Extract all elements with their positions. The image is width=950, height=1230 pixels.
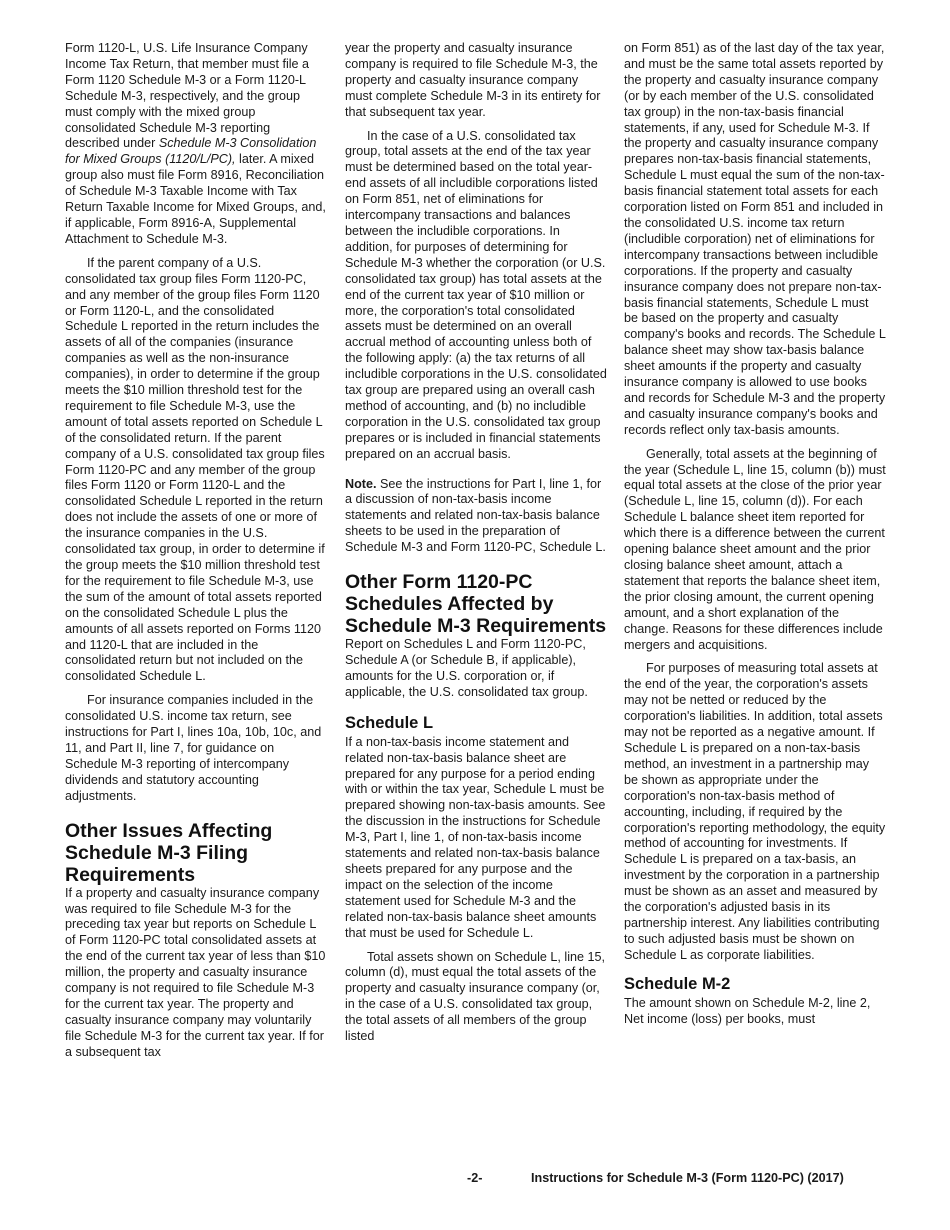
heading-schedule-m2: Schedule M-2: [624, 974, 731, 993]
col3-paragraph-2: Generally, total assets at the beginning of the year (Schedule L, line 15, column (b)) must equal total assets at the close of the prior year (Schedule L, line 15, column (d)). For each Schedule L balance sheet item reported for which there is a difference between the current opening balance sheet amount and the prior closing balance sheet amount, attach a statement that reports the balance sheet item, the prior closing amount, the current opening amount, and a short explanation of the change. Reasons for these differences include mergers and acquisitions.: [624, 446, 886, 652]
column-1: [65, 41, 327, 1061]
footer-document-title: Instructions for Schedule M-3 (Form 1120-PC) (2017): [531, 1171, 844, 1185]
col2-note: Note. See the instructions for Part I, line 1, for a discussion of non-tax-basis income statements and related non-tax-basis balance sheets to be used in the preparation of Schedule M-3 and Form 1120-PC, Schedule L.: [345, 476, 606, 555]
col2-paragraph-4: If a non-tax-basis income statement and related non-tax-basis balance sheet are prepared for any purpose for a period ending with or within the tax year, Schedule L must be prepared showing non-tax-basis amounts. See the discussion in the instructions for Schedule M-3, Part I, line 1, of non-tax-basis income statements and related non-tax-basis balance sheets prepared for any purpose and the impact on the selection of the income statement used for Schedule M-3 and the related non-tax-basis balance sheet amounts that must be used for Schedule L.: [345, 734, 606, 940]
col1-paragraph-2: If the parent company of a U.S. consolidated tax group files Form 1120-PC, and any member of the group files Form 1120 or Form 1120-L, and the consolidated Schedule L reported in the return includes the assets of all of the companies (insurance companies as well as the non-insurance companies), in order to determine if the group meets the $10 million threshold test for the requirement to file Schedule M-3, use the amount of total assets reported on Schedule L of the consolidated return. If the parent company of a U.S. consolidated tax group files Form 1120-PC and any member of the group files Form 1120 or Form 1120-L and the consolidated Schedule L reported in the return does not include the assets of one or more of the insurance companies in the U.S. consolidated tax group, in order to determine if the group meets the $10 million threshold test for the requirement to file Schedule M-3, use the sum of the amount of total assets reported on the consolidated Schedule L plus the amounts of all assets reported on Forms 1120 and 1120-L that are included in the consolidated return but not included on the consolidated Schedule L.: [65, 255, 325, 684]
column-2: [345, 41, 607, 1045]
col3-paragraph-3: For purposes of measuring total assets at the end of the year, the corporation's assets may not be netted or reduced by the corporation's liabilities. In addition, total assets may not be reported as a negative amount. If Schedule L is prepared on a non-tax-basis method, an investment in a partnership may be shown as appropriate under the corporation's non-tax-basis method of accounting, including, if required by the corporation's reporting methodology, the equity method of accounting for investments. If Schedule L is prepared on a tax-basis, an investment by the corporation in a partnership must be shown as an asset and measured by the corporation's adjusted basis in its partnership interest. Any liabilities contributing to such adjusted basis must be shown on Schedule L as corporate liabilities.: [624, 661, 886, 962]
col3-paragraph-1: on Form 851) as of the last day of the tax year, and must be the same total assets reported by the property and casualty insurance company (or by each member of the U.S. consolidated tax group) in the non-tax-basis financial statements, if any, used for Schedule M-3. If the property and casualty insurance company prepares non-tax-basis financial statements, Schedule L must equal the sum of the non-tax-basis financial statement total assets for each corporation listed on Form 851 and included in the consolidated U.S. income tax return (includible corporation) net of eliminations for intercompany transactions between includible corporations. If the property and casualty insurance company does not prepare non-tax-basis financial statements, Schedule L must be based on the property and casualty company's books and records. The Schedule L balance sheet may show tax-basis balance sheet amounts if the property and casualty insurance company is allowed to use books and records for Schedule M-3 and the property and casualty insurance company's books and records reflect only tax-basis amounts.: [624, 41, 886, 437]
heading-other-issues: Other Issues Affecting Schedule M-3 Filing Requirements: [65, 819, 273, 886]
col2-paragraph-5: Total assets shown on Schedule L, line 15, column (d), must equal the total assets of the property and casualty insurance company (or, in the case of a U.S. consolidated tax group, the total assets of all members of the group listed: [345, 949, 606, 1044]
col1-paragraph-1: Form 1120-L, U.S. Life Insurance Company Income Tax Return, that member must file a Form 1120 Schedule M-3 or a Form 1120-L Schedule M-3, respectively, and the group must comply with the mixed group consolidated Schedule M-3 reporting described under Schedule M-3 Consolidation for Mixed Groups (1120/L/PC), later. A mixed group also must file Form 8916, Reconciliation of Schedule M-3 Taxable Income with Tax Return Taxable Income for Mixed Groups, and, if applicable, Form 8916-A, Supplemental Attachment to Schedule M-3.: [65, 41, 326, 246]
column-3: [624, 41, 886, 1027]
col2-paragraph-2: In the case of a U.S. consolidated tax group, total assets at the end of the tax year must be determined based on the total year-end assets of all includible corporations listed on Form 851, net of eliminations for intercompany transactions and balances between the includible corporations. In addition, for purposes of determining for Schedule M-3 whether the corporation (or U.S. consolidated tax group) has total assets at the end of the current tax year of $10 million or more, the corporation's total consolidated assets must be determined on an overall accrual method of accounting unless both of the following apply: (a) the tax returns of all includible corporations in the U.S. consolidated tax group are prepared using an overall cash method of accounting, and (b) no includible corporation in the U.S. consolidated tax group prepares or is included in financial statements prepared on an accrual basis.: [345, 128, 607, 461]
page-number: -2-: [467, 1171, 483, 1185]
col3-paragraph-4: The amount shown on Schedule M-2, line 2, Net income (loss) per books, must: [624, 995, 871, 1026]
col1-paragraph-4: If a property and casualty insurance company was required to file Schedule M-3 for the preceding tax year but reports on Schedule L of Form 1120-PC total consolidated assets at the end of the current tax year of less than $10 million, the property and casualty insurance company is not required to file Schedule M-3 for the current tax year. The property and casualty insurance company may voluntarily file Schedule M-3 for the current tax year. If for a subsequent tax: [65, 885, 326, 1059]
heading-other-schedules: Other Form 1120-PC Schedules Affected by Schedule M-3 Requirements: [345, 571, 607, 638]
col2-paragraph-1: year the property and casualty insurance company is required to file Schedule M-3, the property and casualty insurance company must complete Schedule M-3 in its entirety for that subsequent tax year.: [345, 41, 601, 119]
col2-paragraph-3: Report on Schedules L and Form 1120-PC, Schedule A (or Schedule B, if applicable), amounts for the U.S. corporation or, if applicable, the U.S. consolidated tax group.: [345, 637, 588, 699]
note-label: Note.: [345, 476, 377, 491]
heading-schedule-l: Schedule L: [345, 713, 434, 732]
col1-paragraph-3: For insurance companies included in the consolidated U.S. income tax return, see instructions for Part I, lines 10a, 10b, 10c, and 11, and Part II, line 7, for guidance on Schedule M-3 reporting of intercompany dividends and statutory accounting adjustments.: [65, 693, 322, 803]
